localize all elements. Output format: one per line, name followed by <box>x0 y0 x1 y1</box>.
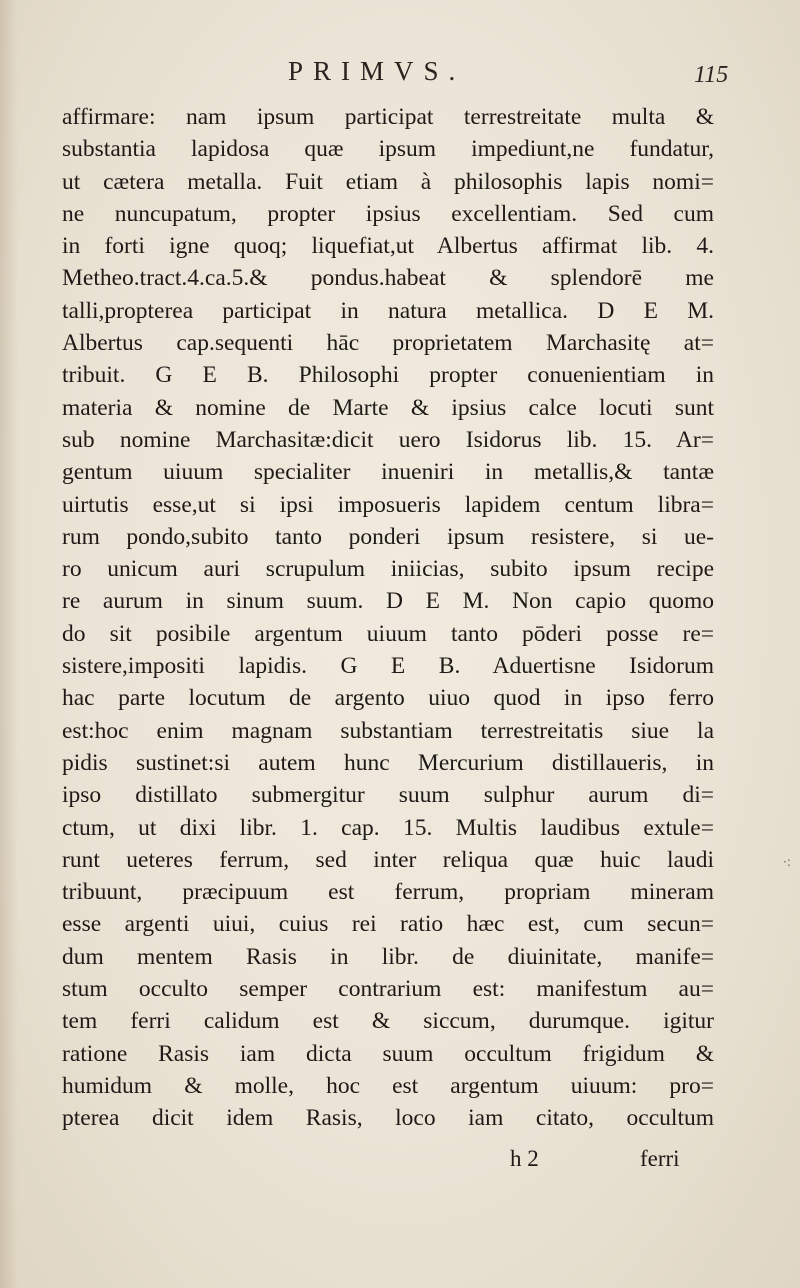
text-line: sub nomine Marchasitæ:dicit uero Isidorus lib. 15. Ar= <box>62 426 714 453</box>
signature-mark: h 2 <box>510 1146 539 1171</box>
text-line: ro unicum auri scrupulum iniicias, subito ipsum recipe <box>62 556 714 583</box>
running-head: PRIMVS. <box>288 56 466 86</box>
text-line: ne nuncupatum, propter ipsius excellentiam. Sed cum <box>62 200 714 227</box>
margin-speck: ·: <box>783 855 791 869</box>
page-footer <box>0 1146 800 1180</box>
text-line: uirtutis esse,ut si ipsi imposueris lapidem centum libra= <box>62 491 714 518</box>
text-line: dum mentem Rasis in libr. de diuinitate, manife= <box>62 943 714 970</box>
text-line: in forti igne quoq; liquefiat,ut Albertus affirmat lib. 4. <box>62 233 714 260</box>
text-line: hac parte locutum de argento uiuo quod in ipso ferro <box>62 685 714 712</box>
text-line: rum pondo,subito tanto ponderi ipsum resistere, si ue- <box>62 523 714 550</box>
text-line: materia & nomine de Marte & ipsius calce locuti sunt <box>62 394 714 421</box>
text-line: tem ferri calidum est & siccum, durumque. igitur <box>62 1008 714 1035</box>
text-line: humidum & molle, hoc est argentum uiuum: pro= <box>62 1072 714 1099</box>
text-line: substantia lapidosa quæ ipsum impediunt,ne fundatur, <box>62 136 714 163</box>
text-line: runt ueteres ferrum, sed inter reliqua quæ huic laudi <box>62 846 714 873</box>
text-line: Metheo.tract.4.ca.5.& pondus.habeat & splendorē me <box>62 265 714 292</box>
text-line: tribuunt, præcipuum est ferrum, propriam mineram <box>62 879 714 906</box>
catchword: ferri <box>640 1146 680 1171</box>
text-line: esse argenti uiui, cuius rei ratio hæc est, cum secun= <box>62 911 714 938</box>
text-line: do sit posibile argentum uiuum tanto pōderi posse re= <box>62 620 714 647</box>
text-line: ut cætera metalla. Fuit etiam à philosophis lapis nomi= <box>62 168 714 195</box>
text-line: affirmare: nam ipsum participat terrestreitate multa & <box>62 104 714 130</box>
text-line: ipso distillato submergitur suum sulphur aurum di= <box>62 782 714 809</box>
page-number: 115 <box>694 62 729 88</box>
text-line: tribuit. G E B. Philosophi propter conuenientiam in <box>62 362 714 389</box>
body-text <box>62 101 714 1135</box>
text-line: stum occulto semper contrarium est: manifestum au= <box>62 976 714 1003</box>
page-header <box>0 56 800 96</box>
text-line: gentum uiuum specialiter inueniri in metallis,& tantæ <box>62 459 714 486</box>
text-line: Albertus cap.sequenti hāc proprietatem Marchasitę at= <box>62 330 714 357</box>
text-line: re aurum in sinum suum. D E M. Non capio quomo <box>62 588 714 615</box>
text-line: ratione Rasis iam dicta suum occultum frigidum & <box>62 1040 714 1067</box>
text-line: est:hoc enim magnam substantiam terrestreitatis siue la <box>62 717 714 744</box>
text-line: pidis sustinet:si autem hunc Mercurium distillaueris, in <box>62 749 714 776</box>
text-line: talli,propterea participat in natura metallica. D E M. <box>62 297 714 324</box>
text-line: ctum, ut dixi libr. 1. cap. 15. Multis laudibus extule= <box>62 814 714 841</box>
text-line: sistere,impositi lapidis. G E B. Aduertisne Isidorum <box>62 653 714 680</box>
text-line: pterea dicit idem Rasis, loco iam citato, occultum <box>62 1105 714 1132</box>
